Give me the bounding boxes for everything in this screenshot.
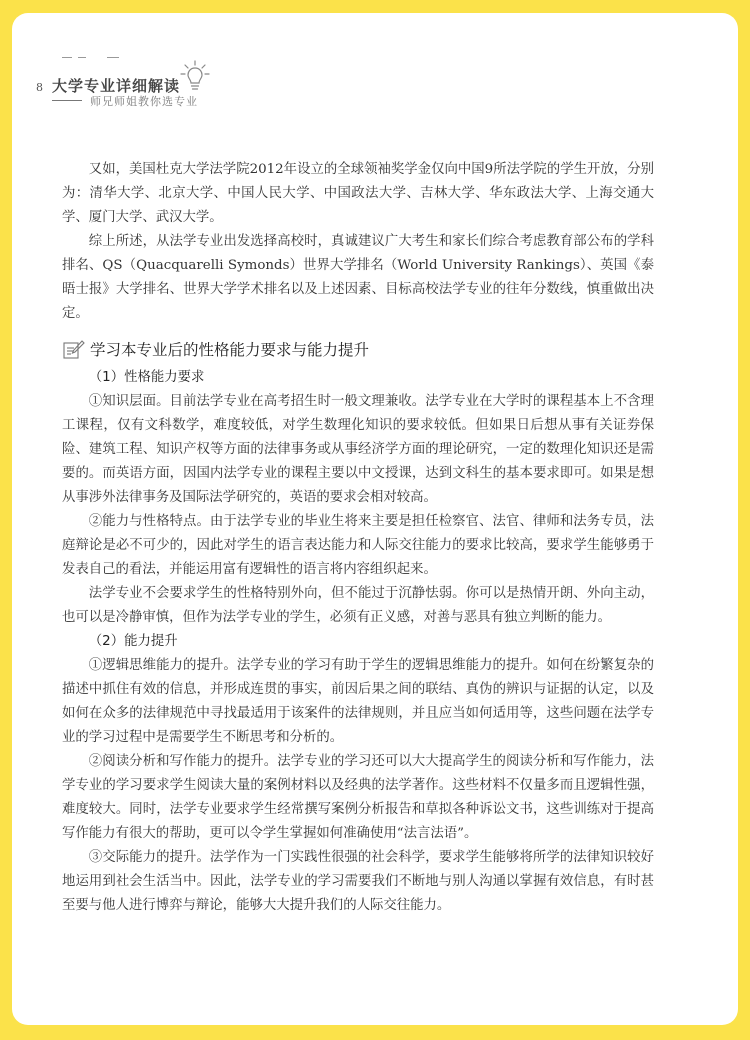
lightbulb-icon	[180, 59, 210, 93]
subsection-heading: （1）性格能力要求	[88, 370, 205, 385]
paragraph: ②阅读分析和写作能力的提升。法学专业的学习还可以大大提高学生的阅读分析和写作能力，法学专业的学习要求学生阅读大量的案例材料以及经典的法学著作。这些材料不仅量多而且逻辑性强，难度较大。同时，法学专业要求学生经常撰写案例分析报告和草拟各种诉讼文书，这些训练对于提高写作能力有很大的帮助，更可以令学生掌握如何准确使用“法言法语”。	[62, 754, 654, 841]
header-subtitle: 师兄师姐教你选专业	[90, 95, 198, 108]
header-title: 大学专业详细解读	[52, 77, 181, 95]
paragraph: 又如，美国杜克大学法学院2012年设立的全球领袖奖学金仅向中国9所法学院的学生开放，分别为：清华大学、北京大学、中国人民大学、中国政法大学、吉林大学、华东政法大学、上海交通大学、厦门大学、武汉大学。	[62, 162, 654, 225]
paragraph: ③交际能力的提升。法学作为一门实践性很强的社会科学，要求学生能够将所学的法律知识较好地运用到社会生活当中。因此，法学专业的学习需要我们不断地与别人沟通以掌握有效信息，有时甚至要与他人进行博弈与辩论，能够大大提升我们的人际交往能力。	[62, 850, 654, 913]
page-body	[62, 158, 654, 918]
paragraph: ①知识层面。目前法学专业在高考招生时一般文理兼收。法学专业在大学时的课程基本上不含理工课程，仅有文科数学，难度较低，对学生数理化知识的要求较低。但如果日后想从事有关证券保险、建筑工程、知识产权等方面的法律事务或从事经济学方面的理论研究，一定的数理化知识还是需要的。而英语方面，因国内法学专业的课程主要以中文授课，达到文科生的基本要求即可。如果是想从事涉外法律事务及国际法学研究的，英语的要求会相对较高。	[62, 394, 654, 505]
paragraph: 综上所述，从法学专业出发选择高校时，真诚建议广大考生和家长们综合考虑教育部公布的学科排名、QS（Quacquarelli Symonds）世界大学排名（World University Rankings）、英国《泰晤士报》大学排名、世界大学学术排名以及上述因素、目标高校法学专业的往年分数线，慎重做出决定。	[62, 234, 654, 321]
book-page	[12, 13, 738, 1025]
header-dash	[78, 57, 86, 58]
paragraph: ②能力与性格特点。由于法学专业的毕业生将来主要是担任检察官、法官、律师和法务专员，法庭辩论是必不可少的，因此对学生的语言表达能力和人际交往能力的要求比较高，要求学生能够勇于发表自己的看法，并能运用富有逻辑性的语言将内容组织起来。	[62, 514, 654, 577]
page-number: 8	[36, 81, 43, 94]
header-dash	[62, 57, 72, 58]
paragraph: ①逻辑思维能力的提升。法学专业的学习有助于学生的逻辑思维能力的提升。如何在纷繁复杂的描述中抓住有效的信息，并形成连贯的事实，前因后果之间的联结、真伪的辨识与证据的认定，以及如何在众多的法律规范中寻找最适用于该案件的法律规则，并且应当如何适用等，这些问题在法学专业的学习过程中是需要学生不断思考和分析的。	[62, 658, 654, 745]
subsection-heading: （2）能力提升	[88, 634, 178, 649]
paragraph: 法学专业不会要求学生的性格特别外向，但不能过于沉静怯弱。你可以是热情开朗、外向主动，也可以是冷静审慎，但作为法学专业的学生，必须有正义感，对善与恶具有独立判断的能力。	[62, 586, 654, 625]
pencil-note-icon	[62, 339, 86, 361]
header-dash	[107, 57, 119, 58]
header-rule	[52, 100, 82, 101]
section-title: 学习本专业后的性格能力要求与能力提升	[90, 341, 370, 359]
page-header	[12, 13, 738, 123]
section-heading	[62, 336, 654, 364]
